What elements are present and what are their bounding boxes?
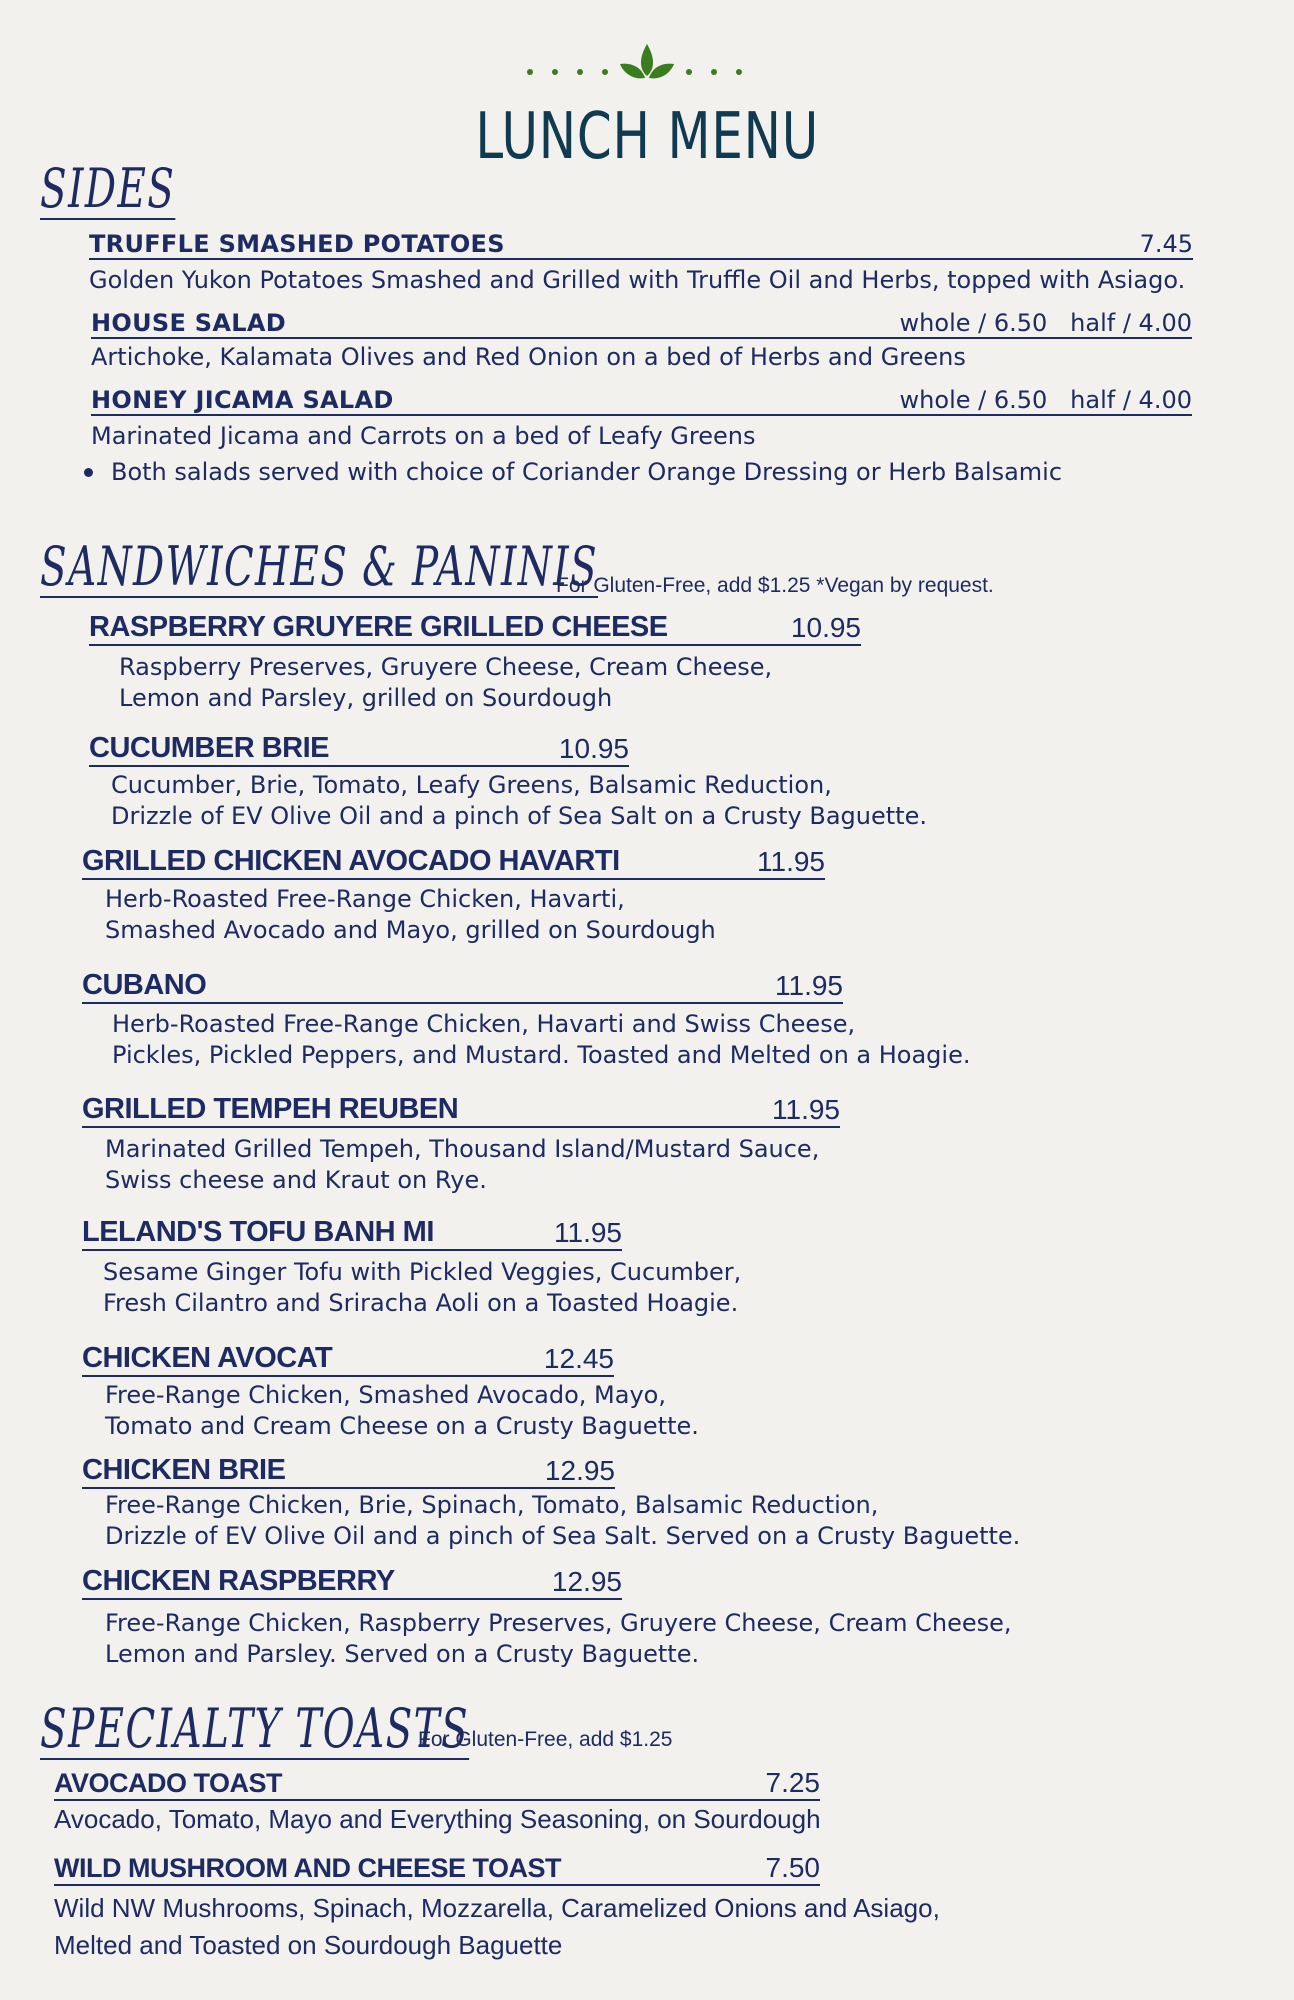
item-name: RASPBERRY GRUYERE GRILLED CHEESE [89, 611, 668, 643]
item-price: 7.25 [765, 1767, 820, 1798]
item-name: TRUFFLE SMASHED POTATOES [89, 230, 505, 258]
item-name: CHICKEN RASPBERRY [82, 1565, 395, 1597]
section-heading-sides: SIDES [40, 157, 176, 220]
item-description: Raspberry Preserves, Gruyere Cheese, Cream Cheese, Lemon and Parsley, grilled on Sourdough [119, 653, 773, 712]
list-item [89, 228, 1193, 260]
list-item [82, 846, 825, 880]
list-item [89, 612, 861, 646]
section-note: For Gluten-Free, add $1.25 *Vegan by request. [556, 574, 994, 597]
item-description: Herb-Roasted Free-Range Chicken, Havarti, Smashed Avocado and Mayo, grilled on Sourdough [105, 885, 716, 944]
list-item [82, 1455, 615, 1489]
salad-dressing-note: Both salads served with choice of Coriander Orange Dressing or Herb Balsamic [111, 458, 1063, 486]
item-name: WILD MUSHROOM AND CHEESE TOAST [54, 1853, 562, 1883]
item-price: 7.50 [765, 1852, 820, 1883]
section-note: For Gluten-Free, add $1.25 [418, 1728, 673, 1751]
section-heading-toasts: SPECIALTY TOASTS [40, 1697, 470, 1760]
item-name: CUBANO [82, 969, 207, 1001]
item-description: Wild NW Mushrooms, Spinach, Mozzarella, Caramelized Onions and Asiago, Melted and Toasted on Sourdough Baguette [54, 1893, 940, 1960]
leaf-sprig-icon [390, 36, 904, 96]
item-name: LELAND'S TOFU BANH MI [82, 1216, 434, 1248]
page-title: LUNCH MENU [475, 100, 820, 174]
item-name: AVOCADO TOAST [54, 1768, 283, 1798]
item-price: 11.95 [772, 1094, 840, 1125]
list-item [82, 970, 843, 1004]
list-item [54, 1767, 820, 1801]
item-price: 12.45 [543, 1343, 614, 1374]
item-name: GRILLED TEMPEH REUBEN [82, 1093, 459, 1125]
list-item [91, 307, 1192, 339]
item-price: 12.95 [551, 1566, 622, 1597]
list-item [82, 1566, 622, 1600]
item-name: CUCUMBER BRIE [89, 732, 329, 764]
item-price: 11.95 [554, 1217, 622, 1248]
list-item [82, 1217, 622, 1251]
item-description: Free-Range Chicken, Smashed Avocado, Mayo, Tomato and Cream Cheese on a Crusty Baguette. [105, 1381, 699, 1440]
item-description: Free-Range Chicken, Brie, Spinach, Tomato, Balsamic Reduction, Drizzle of EV Olive Oil and a pinch of Sea Salt. Served on a Crusty Baguette. [105, 1491, 1021, 1550]
list-item [91, 384, 1192, 416]
item-description: Herb-Roasted Free-Range Chicken, Havarti and Swiss Cheese, Pickles, Pickled Peppers, and Mustard. Toasted and Melted on a Hoagie. [112, 1010, 971, 1069]
item-description: Cucumber, Brie, Tomato, Leafy Greens, Balsamic Reduction, Drizzle of EV Olive Oil and a pinch of Sea Salt on a Crusty Baguette. [111, 771, 927, 830]
item-description: Marinated Grilled Tempeh, Thousand Island/Mustard Sauce, Swiss cheese and Kraut on Rye. [105, 1135, 820, 1194]
item-price: 12.95 [544, 1455, 615, 1486]
item-price: 11.95 [775, 970, 843, 1001]
item-description: Free-Range Chicken, Raspberry Preserves, Gruyere Cheese, Cream Cheese, Lemon and Parsley. Served on a Crusty Baguette. [105, 1609, 1012, 1668]
list-item [89, 733, 629, 767]
item-name: GRILLED CHICKEN AVOCADO HAVARTI [82, 845, 620, 877]
item-price: 10.95 [558, 733, 629, 764]
item-price: 10.95 [790, 612, 861, 643]
item-price: whole / 6.50 half / 4.00 [899, 309, 1192, 337]
item-price: whole / 6.50 half / 4.00 [899, 386, 1192, 414]
list-item [82, 1094, 840, 1128]
item-description: Sesame Ginger Tofu with Pickled Veggies, Cucumber, Fresh Cilantro and Sriracha Aoli on a Toasted Hoagie. [103, 1258, 742, 1317]
item-description: Artichoke, Kalamata Olives and Red Onion on a bed of Herbs and Greens [91, 343, 966, 371]
item-description: Avocado, Tomato, Mayo and Everything Seasoning, on Sourdough [54, 1804, 821, 1834]
item-description: Marinated Jicama and Carrots on a bed of Leafy Greens [91, 422, 756, 450]
item-name: HOUSE SALAD [91, 309, 286, 337]
item-price: 7.45 [1139, 230, 1193, 258]
list-item [82, 1343, 614, 1377]
list-item [54, 1852, 820, 1886]
item-price: 11.95 [757, 846, 825, 877]
item-description: Golden Yukon Potatoes Smashed and Grilled with Truffle Oil and Herbs, topped with Asiago. [89, 266, 1186, 294]
section-heading-sandwiches: SANDWICHES & PANINIS [40, 535, 599, 598]
item-name: CHICKEN BRIE [82, 1454, 286, 1486]
item-name: HONEY JICAMA SALAD [91, 386, 394, 414]
item-name: CHICKEN AVOCAT [82, 1342, 333, 1374]
bullet-icon [84, 468, 93, 477]
